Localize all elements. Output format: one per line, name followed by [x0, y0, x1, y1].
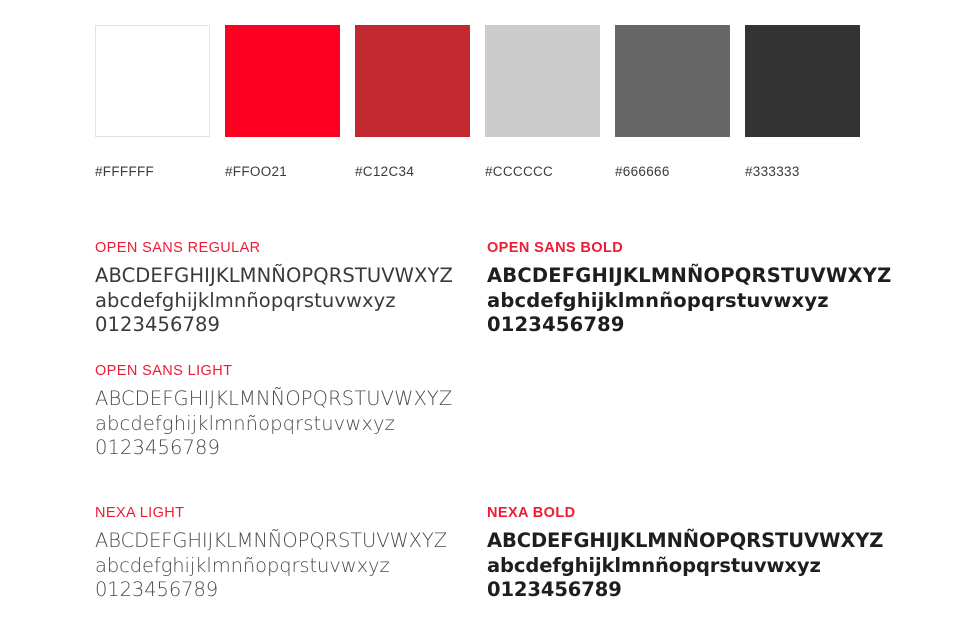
- specimen-numerals: 0123456789: [487, 578, 622, 601]
- specimen-uppercase: ABCDEFGHIJKLMNÑOPQRSTUVWXYZ: [95, 264, 453, 287]
- specimen-sample: [95, 387, 452, 461]
- specimen-lowercase: abcdefghijklmnñopqrstuvwxyz: [487, 288, 829, 312]
- specimen-sample: [487, 264, 891, 338]
- color-chip-grey-dark: [745, 25, 860, 137]
- color-chip-red-bright: [225, 25, 340, 137]
- color-hex-label: #333333: [745, 164, 800, 179]
- specimen-uppercase: ABCDEFGHIJKLMNÑOPQRSTUVWXYZ: [95, 387, 453, 410]
- specimen-numerals: 0123456789: [95, 436, 221, 459]
- specimen-nexa-bold: [487, 505, 883, 603]
- color-hex-label: #C12C34: [355, 164, 415, 179]
- specimen-sample: [95, 529, 447, 603]
- color-hex-label: #FFFFFF: [95, 164, 155, 179]
- specimen-lowercase: abcdefghijklmnñopqrstuvwxyz: [95, 411, 395, 435]
- specimen-lowercase: abcdefghijklmnñopqrstuvwxyz: [95, 553, 390, 577]
- color-swatch: [745, 25, 860, 179]
- color-swatch: [485, 25, 600, 179]
- specimen-uppercase: ABCDEFGHIJKLMNÑOPQRSTUVWXYZ: [487, 529, 884, 552]
- specimen-open-sans-regular: [95, 240, 453, 338]
- specimen-sample: [95, 264, 453, 338]
- color-hex-label: #CCCCCC: [485, 164, 554, 179]
- color-chip-white: [95, 25, 210, 137]
- specimen-uppercase: ABCDEFGHIJKLMNÑOPQRSTUVWXYZ: [487, 264, 892, 287]
- specimen-numerals: 0123456789: [487, 313, 625, 336]
- specimen-lowercase: abcdefghijklmnñopqrstuvwxyz: [95, 288, 396, 312]
- color-chip-grey-light: [485, 25, 600, 137]
- specimen-open-sans-light: [95, 363, 452, 461]
- specimen-numerals: 0123456789: [95, 578, 219, 601]
- color-chip-red-dark: [355, 25, 470, 137]
- color-palette: [95, 25, 860, 179]
- specimen-uppercase: ABCDEFGHIJKLMNÑOPQRSTUVWXYZ: [95, 529, 447, 552]
- color-hex-label: #666666: [615, 164, 670, 179]
- specimen-title: NEXA BOLD: [487, 505, 576, 521]
- specimen-title: OPEN SANS BOLD: [487, 240, 624, 256]
- specimen-nexa-light: [95, 505, 447, 603]
- specimen-title: NEXA LIGHT: [95, 505, 185, 521]
- specimen-sample: [487, 529, 883, 603]
- color-hex-label: #FFOO21: [225, 164, 288, 179]
- color-swatch: [355, 25, 470, 179]
- color-chip-grey-mid: [615, 25, 730, 137]
- specimen-numerals: 0123456789: [95, 313, 221, 336]
- color-swatch: [95, 25, 210, 179]
- specimen-title: OPEN SANS REGULAR: [95, 240, 261, 256]
- specimen-open-sans-bold: [487, 240, 891, 338]
- specimen-title: OPEN SANS LIGHT: [95, 363, 233, 379]
- color-swatch: [615, 25, 730, 179]
- color-swatch: [225, 25, 340, 179]
- specimen-lowercase: abcdefghijklmnñopqrstuvwxyz: [487, 553, 821, 577]
